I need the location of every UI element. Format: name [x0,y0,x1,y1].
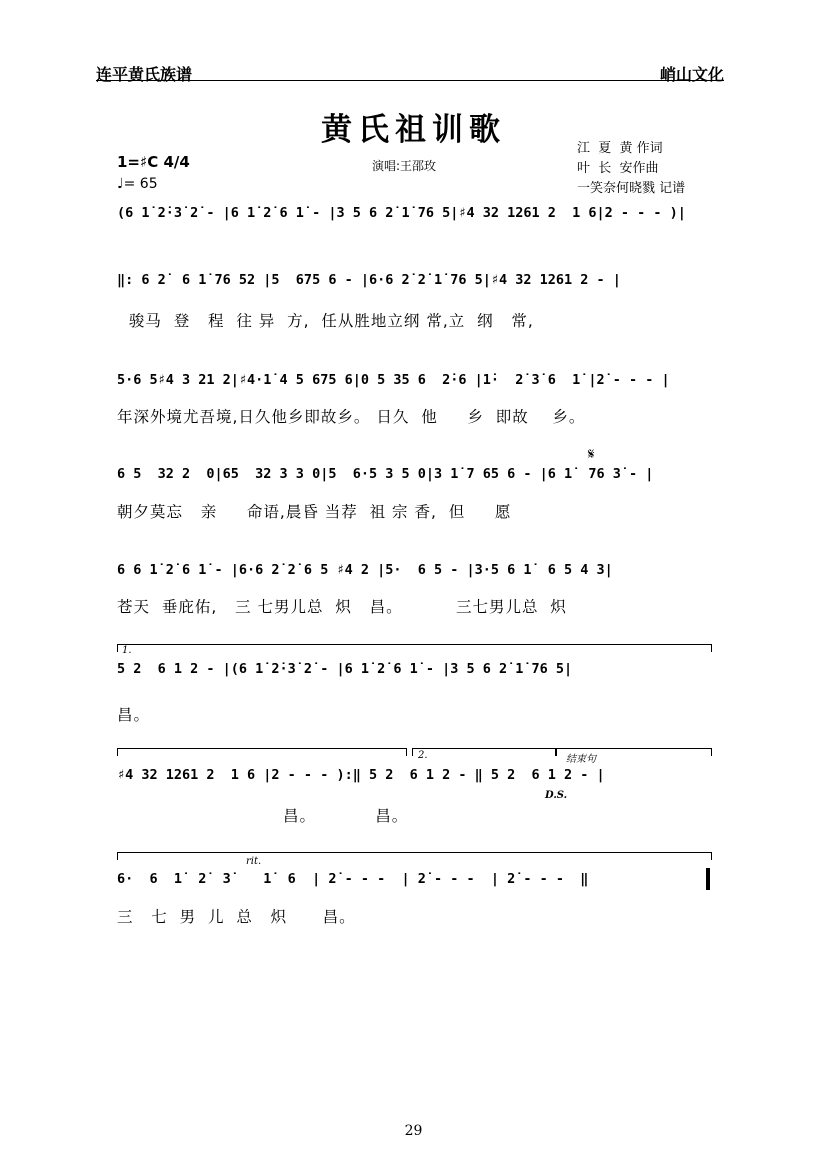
lyrics-line-7: 昌。 昌。 [117,807,409,825]
volta-2-label: 2. [418,750,428,761]
volta-1-label: 1. [122,645,132,656]
notation-system-4: 6 5 32 2 0|65 32 3 3 0|5 6·5 3 5 0|3 1̇ 7 65 6 - |6 1̇ 76 3̇ - | [117,466,654,482]
volta-1-bracket [117,644,712,652]
page-number: 29 [404,1123,423,1139]
lyrics-line-6: 昌。 [117,706,151,724]
composer-credit: 叶 长 安作曲 [577,161,659,176]
ending-label: 结束句 [566,754,596,765]
notation-system-2: ‖: 6 2̇ 6 1̇ 76 52 |5 675 6 - |6·6 2̇ 2̇ 1̇ 76 5|♯4 32 1261 2 - | [117,272,621,288]
notation-system-3: 5·6 5♯4 3 21 2|♯4·1̇ 4 5 675 6|0 5 35 6 2̇·6 |1̇· 2̇ 3̇ 6 1̇ |2̇ - - - | [117,372,670,388]
lyrics-line-8: 三 七 男 儿 总 炽 昌。 [117,908,356,926]
notation-system-1: (6 1̇ 2̇·3̇ 2̇ - |6 1̇ 2̇ 6 1̇ - |3 5 6 2̇ 1̇ 76 5|♯4 32 1261 2 1 6|2 - - - )| [117,205,686,221]
tempo-marking: ♩= 65 [117,176,158,192]
header-right-text: 峭山文化 [659,65,724,84]
transcriber-credit: 一笑奈何晓戮 记谱 [577,181,686,196]
lyrics-line-4: 朝夕莫忘 亲 命语,晨昏 当荐 祖 宗 香, 但 愿 [117,503,512,521]
lyrics-line-2: 骏马 登 程 往 异 方, 任从胜地立纲 常,立 纲 常, [117,312,534,330]
key-signature: 1=♯C 4/4 [117,153,190,171]
lyrics-line-5: 苍天 垂庇佑, 三 七男儿总 炽 昌。 三七男儿总 炽 [117,598,567,616]
lyrics-line-3: 年深外境尤吾境,日久他乡即故乡。 日久 他 乡 即故 乡。 [117,408,586,426]
ritardando-marking: rit. [246,856,262,867]
volta-2-bracket [412,748,556,756]
notation-system-7: ♯4 32 1261 2 1 6 |2 - - - ):‖ 5 2 6 1 2 - ‖ 5 2 6 1 2 - | [117,767,605,783]
segno-sign: 𝄋 [588,445,595,463]
lyricist-credit: 江 夏 黄 作词 [577,141,663,156]
repeat-bracket [117,748,407,756]
header-left-text: 连平黄氏族谱 [96,65,193,84]
final-system-bracket [117,852,712,860]
ds-marking: D.S. [545,790,568,801]
final-barline [706,868,710,890]
notation-system-8: 6· 6 1̇ 2̇ 3̇ 1̇ 6 | 2̇ - - - | 2̇ - - - | 2̇ - - - ‖ [117,871,589,887]
notation-system-5: 6 6 1̇ 2̇ 6 1̇ - |6·6 2̇ 2̇ 6 5 ♯4 2 |5· 6 5 - |3·5 6 1̇ 6 5 4 3| [117,562,613,578]
notation-system-6: 5 2 6 1 2 - |(6 1̇ 2̇·3̇ 2̇ - |6 1̇ 2̇ 6 1̇ - |3 5 6 2̇ 1̇ 76 5| [117,661,573,677]
song-title: 黄氏祖训歌 [321,112,506,148]
singer-credit: 演唱:王邵玫 [372,159,437,173]
header-rule [96,80,724,81]
